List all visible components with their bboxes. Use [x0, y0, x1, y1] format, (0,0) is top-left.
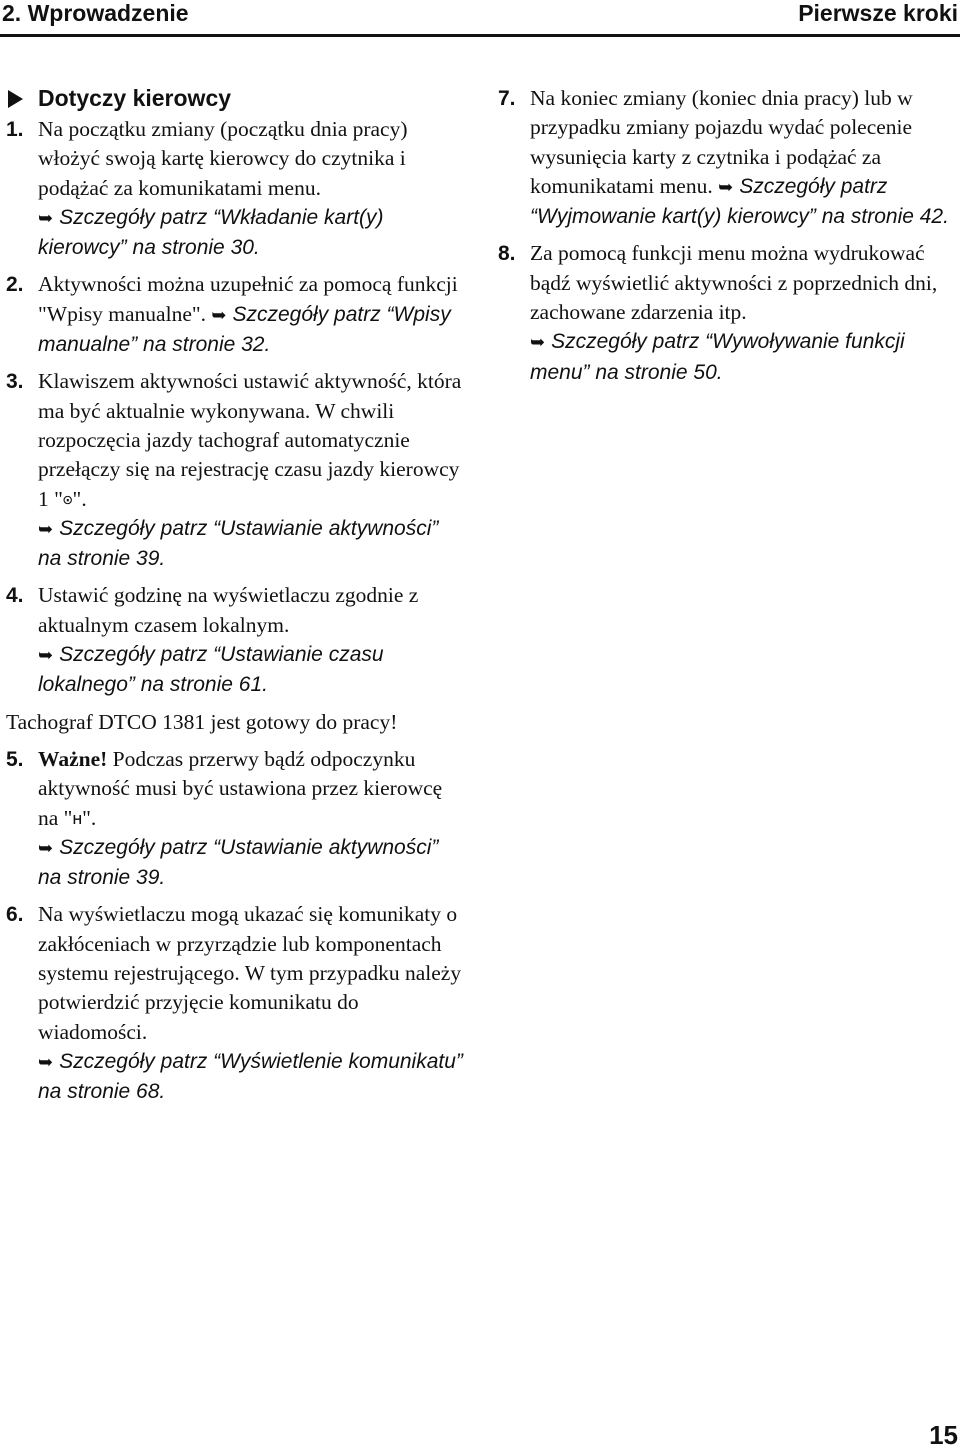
- driving-activity-icon: ⊙: [62, 489, 73, 509]
- cross-reference-text: Szczegóły patrz “Wpisy manualne” na stronie 32.: [38, 302, 451, 357]
- left-column: [6, 84, 464, 1115]
- arrow-right-icon: ➥: [38, 518, 54, 540]
- cross-reference-text: Szczegóły patrz “Wyjmowanie kart(y) kierowcy” na stronie 42.: [530, 174, 949, 229]
- item-text-end: ".: [82, 805, 97, 830]
- arrow-right-icon: ➥: [211, 304, 227, 326]
- ready-statement: Tachograf DTCO 1381 jest gotowy do pracy!: [6, 709, 398, 734]
- item-number: 3.: [6, 370, 24, 394]
- cross-reference: [530, 327, 958, 387]
- arrow-right-icon: ➥: [38, 207, 54, 229]
- cross-reference-text: Szczegóły patrz “Ustawianie aktywności” na stronie 39.: [38, 835, 439, 890]
- item-text: [38, 745, 464, 833]
- item-number: 6.: [6, 903, 24, 927]
- item-text-body: Klawiszem aktywności ustawić aktywność, która ma być aktualnie wykonywana. W chwili rozpoczęcia jazdy tachograf automatycznie przełączy się na rejestrację czasu jazdy kierowcy 1 ": [38, 369, 462, 511]
- cross-reference-text: Szczegóły patrz “Ustawianie czasu lokalnego” na stronie 61.: [38, 643, 384, 697]
- cross-reference: [38, 514, 464, 574]
- cross-reference: [38, 203, 464, 263]
- list-item-1: [6, 115, 464, 262]
- item-text: Na początku zmiany (początku dnia pracy) włożyć swoją kartę kierowcy do czytnika i podążać za komunikatami menu.: [38, 117, 408, 200]
- header-rule: [0, 34, 960, 37]
- page-header: [0, 0, 960, 34]
- section-heading: [6, 84, 464, 113]
- item-text: Ustawić godzinę na wyświetlaczu zgodnie z aktualnym czasem lokalnym.: [38, 583, 419, 637]
- item-text-body: Na koniec zmiany (koniec dnia pracy) lub w przypadku zmiany pojazdu wydać polecenie wysunięcia karty z czytnika i podążać za komunikatami menu.: [530, 86, 913, 198]
- right-column: [498, 84, 958, 395]
- item-text: [530, 84, 958, 231]
- cross-reference: [38, 1047, 464, 1107]
- item-text: [38, 270, 464, 359]
- list-item-6: [6, 900, 464, 1106]
- list-item-4: [6, 581, 464, 699]
- arrow-right-icon: ➥: [38, 837, 54, 859]
- item-text-end: ".: [72, 486, 87, 511]
- cross-reference: [38, 833, 464, 893]
- list-item-5: [6, 745, 464, 892]
- cross-reference-text: Szczegóły patrz “Wywoływanie funkcji menu” na stronie 50.: [530, 330, 905, 384]
- page-number: 15: [929, 1420, 958, 1450]
- item-number: 5.: [6, 747, 24, 771]
- cross-reference: [38, 640, 464, 700]
- item-number: 2.: [6, 273, 24, 297]
- chapter-title: 2. Wprowadzenie: [2, 0, 189, 26]
- cross-reference-text: Szczegóły patrz “Ustawianie aktywności” na stronie 39.: [38, 516, 439, 571]
- triangle-bullet-icon: [8, 90, 23, 108]
- arrow-right-icon: ➥: [530, 332, 546, 354]
- item-text: Za pomocą funkcji menu można wydrukować bądź wyświetlić aktywności z poprzednich dni, zachowane zdarzenia itp.: [530, 241, 938, 325]
- section-title-header: Pierwsze kroki: [798, 0, 958, 26]
- rest-activity-icon: ʜ: [72, 808, 83, 828]
- important-label: Ważne!: [38, 746, 108, 771]
- cross-reference-text: Szczegóły patrz “Wkładanie kart(y) kierowcy” na stronie 30.: [38, 205, 384, 260]
- arrow-right-icon: ➥: [38, 1051, 54, 1073]
- cross-reference-text: Szczegóły patrz “Wyświetlenie komunikatu” na stronie 68.: [38, 1049, 463, 1104]
- item-number: 4.: [6, 584, 24, 608]
- arrow-right-icon: ➥: [38, 645, 54, 667]
- section-heading-text: Dotyczy kierowcy: [38, 85, 232, 111]
- list-item-2: [6, 270, 464, 359]
- arrow-right-icon: ➥: [718, 176, 734, 198]
- item-text: Na wyświetlaczu mogą ukazać się komunikaty o zakłóceniach w przyrządzie lub komponentach systemu rejestrującego. W tym przypadku należy potwierdzić przyjęcie komunikatu do wiadomości.: [38, 902, 462, 1044]
- list-item-3: [6, 367, 464, 573]
- list-item-7: [498, 84, 958, 231]
- item-number: 7.: [498, 87, 516, 110]
- item-text: [38, 367, 464, 513]
- item-text-body: Podczas przerwy bądź odpoczynku aktywność musi być ustawiona przez kierowcę na ": [38, 746, 443, 830]
- list-item-8: [498, 239, 958, 386]
- item-number: 8.: [498, 242, 516, 266]
- item-number: 1.: [6, 118, 24, 141]
- item-text-body: Aktywności można uzupełnić za pomocą funkcji "Wpisy manualne".: [38, 272, 458, 326]
